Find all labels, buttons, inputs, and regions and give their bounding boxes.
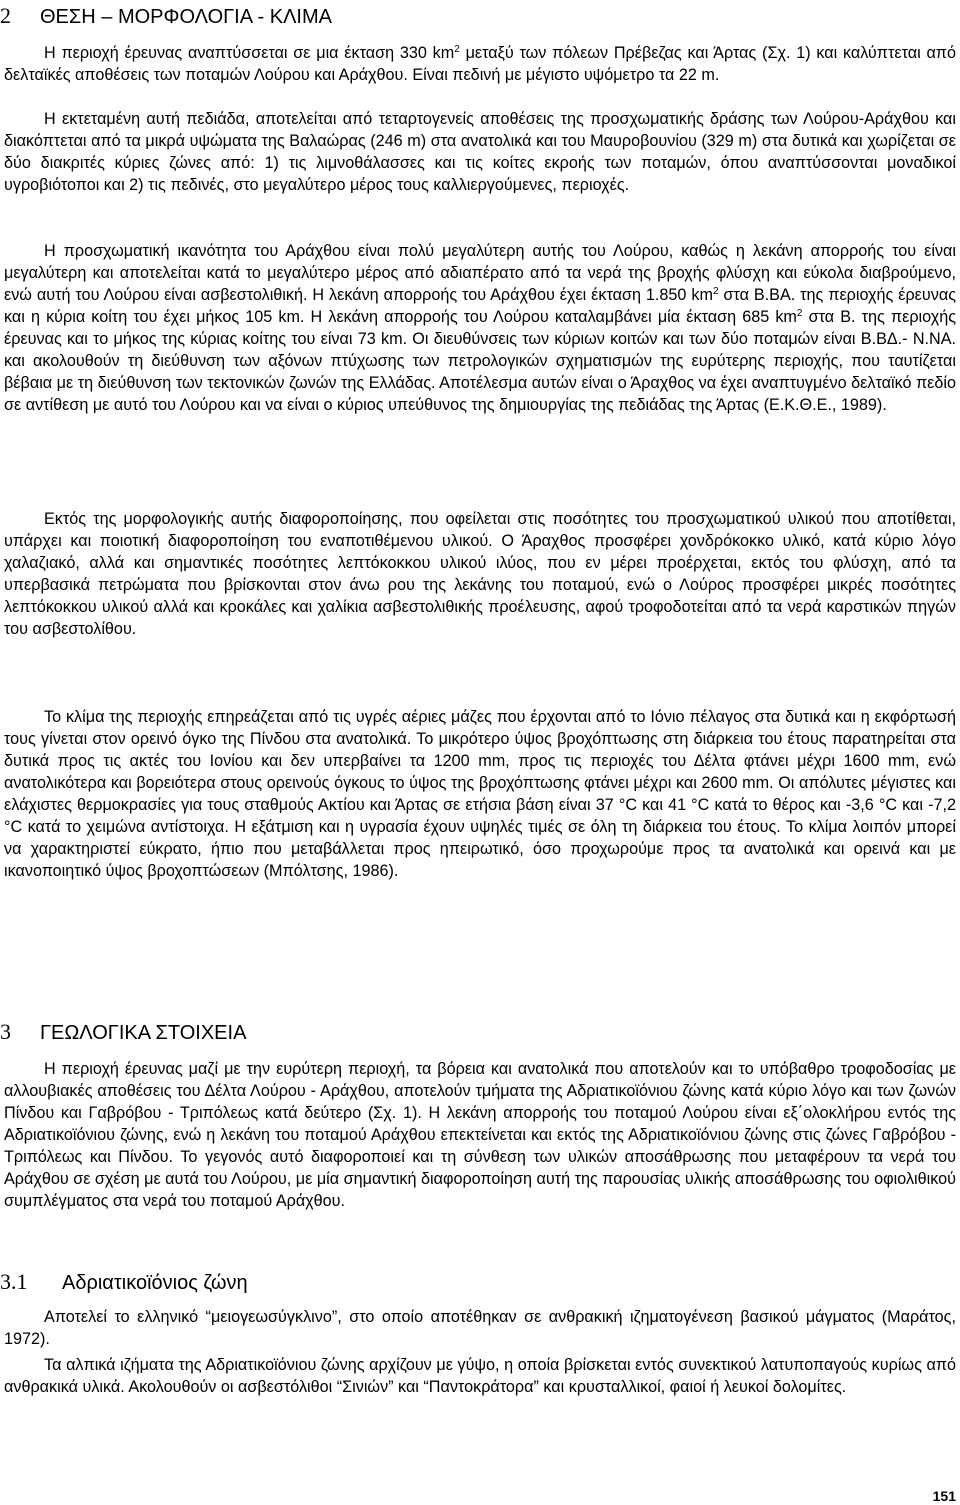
section-title: ΘΕΣΗ – ΜΟΡΦΟΛΟΓΙΑ - ΚΛΙΜΑ — [40, 6, 332, 28]
paragraph: Εκτός της μορφολογικής αυτής διαφοροποίησης, που οφείλεται στις ποσότητες του προσχωματικού υλικού που αποτίθεται, υπάρχει και ποιοτική διαφοροποίηση του εναποτιθέμενου υλικού. Ο Άραχθος προσφέρει χονδρόκοκκο υλικό, κατά κύριο λόγο χαλαζιακό, αλλά και σημαντικές ποσότητες λεπτόκοκκου υλικού ιλύος, που εν μέρει προέρχεται, εκτός του φλύσχη, από τα υπερβασικά πετρώματα που βρίσκονται στον άνω ρου της λεκάνης του ποταμού, ενώ ο Λούρος προσφέρει μικρές ποσότητες λεπτόκοκκου υλικού αλλά και κροκάλες και χαλίκια ασβεστολιθικής προέλευσης, αφού τροφοδοτείται από τα νερά καρστικών πηγών του ασβεστολίθου. — [4, 510, 956, 638]
section-2-heading — [0, 4, 332, 29]
paragraph: Η περιοχή έρευνας μαζί με την ευρύτερη περιοχή, τα βόρεια και ανατολικά που αποτελούν και το υπόβαθρο τροφοδοσίας με αλλουβιακές αποθέσεις του Δέλτα Λούρου - Αράχθου, αποτελούν τμήματα της Αδριατικοϊόνιου ζώνης κατά κύριο λόγο και των ζωνών Πίνδου και Γαβρόβου - Τριπόλεως κατά δεύτερο (Σχ. 1). Η λεκάνη απορροής του ποταμού Λούρου είναι εξ΄ολοκλήρου εντός της Αδριατικοϊόνιου ζώνης, ενώ η λεκάνη του ποταμού Αράχθου επεκτείνεται και εκτός της Αδριατικοϊόνιου ζώνης στις ζώνες Γαβρόβου - Τριπόλεως και Πίνδου. Το γεγονός αυτό διαφοροποιεί και τη σύνθεση των υλικών αποσάθρωσης που μεταφέρουν τα νερά του Αράχθου σε σχέση με αυτά του Λούρου, με μία σημαντική διαφοροποίηση αυτή της παρουσίας υλικής αποσάθρωσης του οφιολιθικού συμπλέγματος στα νερά του ποταμού Αράχθου. — [4, 1060, 956, 1210]
section-title: ΓΕΩΛΟΓΙΚΑ ΣΤΟΙΧΕΙΑ — [40, 1022, 247, 1044]
paragraph: Η εκτεταμένη αυτή πεδιάδα, αποτελείται από τεταρτογενείς αποθέσεις της προσχωματικής δράσης των Λούρου-Αράχθου και διακόπτεται από τα μικρά υψώματα της Βαλαώρας (246 m) στα ανατολικά και του Μαυροβουνίου (329 m) στα δυτικά και χωρίζεται σε δύο διακριτές κύριες ζώνες από: 1) τις λιμνοθάλασσες και τις κοίτες εκροής των ποταμών, όπου αναπτύσσονται μοναδικοί υγροβιότοποι και 2) τις πεδινές, στο μεγαλύτερο μέρος τους καλλιεργούμενες, περιοχές. — [4, 110, 956, 194]
section-number: 3.1 — [0, 1269, 28, 1294]
section-3-1-heading — [0, 1270, 248, 1295]
section-number: 2 — [0, 3, 11, 28]
paragraph: Το κλίμα της περιοχής επηρεάζεται από τις υγρές αέριες μάζες που έρχονται από το Ιόνιο πέλαγος στα δυτικά και η εκφόρτωσή τους γίνεται στον ορεινό όγκο της Πίνδου στα ανατολικά. Το μικρότερο ύψος βροχόπτωσης στη διάρκεια του έτους παρατηρείται στα δυτικά προς τις ακτές του Ιονίου και δεν υπερβαίνει τα 1200 mm, προς τις περιοχές του Δέλτα φτάνει μέχρι 1600 mm, ενώ ανατολικότερα και βορειότερα στους ορεινούς όγκους το ύψος της βροχόπτωσης φτάνει μέχρι και 2600 mm. Οι απόλυτες μέγιστες και ελάχιστες θερμοκρασίες για τους σταθμούς Ακτίου και Άρτας σε ετήσια βάση είναι 37 °C και 41 °C κατά το θέρος και -3,6 °C και -7,2 °C κατά το χειμώνα αντίστοιχα. Η εξάτμιση και η υγρασία έχουν υψηλές τιμές σε όλη τη διάρκεια του έτους. Το κλίμα λοιπόν μπορεί να χαρακτηριστεί εύκρατο, ήπιο που μεταβάλλεται προς ηπειρωτικό, όσο προχωρούμε προς τα ανατολικά και ορεινά και με ικανοποιητικό ύψος βροχοπτώσεων (Μπόλτσης, 1986). — [4, 708, 956, 880]
paragraph: Αποτελεί το ελληνικό “μειογεωσύγκλινο”, στο οποίο αποτέθηκαν σε ανθρακική ιζηματογένεση βασικού μάγματος (Μαράτος, 1972). — [4, 1308, 956, 1348]
page-number: 151 — [932, 1488, 956, 1504]
section-title: Αδριατικοϊόνιος ζώνη — [62, 1272, 248, 1294]
paragraph: Η περιοχή έρευνας αναπτύσσεται σε μια έκταση 330 $km^2$ μεταξύ των πόλεων Πρέβεζας και Άρτας (Σχ. 1) και καλύπτεται από δελταϊκές αποθέσεις των ποταμών Λούρου και Αράχθου. Είναι πεδινή με μέγιστο υψόμετρο τα 22 m. — [4, 44, 956, 84]
section-3-heading — [0, 1020, 246, 1045]
paragraph: Η προσχωματική ικανότητα του Αράχθου είναι πολύ μεγαλύτερη αυτής του Λούρου, καθώς η λεκάνη απορροής του είναι μεγαλύτερη και αποτελείται κατά το μεγαλύτερο μέρος από αδιαπέρατο από τα νερά της βροχής φλύσχη και εύκολα διαβρούμενο, ενώ αυτή του Λούρου είναι ασβεστολιθική. Η λεκάνη απορροής του Αράχθου έχει έκταση 1.850 $km^2$ στα Β.ΒΑ. της περιοχής έρευνας και η κύρια κοίτη του έχει μήκος 105 km. Η λεκάνη απορροής του Λούρου καταλαμβάνει μία έκταση 685 $km^2$ στα Β. της περιοχής έρευνας και το μήκος της κύριας κοίτης του είναι 73 km. Οι διευθύνσεις των κύριων κοιτών και των δύο ποταμών είναι Β.ΒΔ.- Ν.ΝΑ. και ακολουθούν τη διεύθυνση των αξόνων πτύχωσης των πετρολογικών σχηματισμών της ευρύτερης περιοχής, που ταυτίζεται βέβαια με τη διεύθυνση των τεκτονικών ζωνών της Ελλάδας. Αποτέλεσμα αυτών είναι ο Άραχθος να έχει αναπτυγμένο δελταϊκό πεδίο σε αντίθεση με αυτό του Λούρου και να είναι ο κύριος υπεύθυνος της δημιουργίας της πεδιάδας της Άρτας (Ε.Κ.Θ.Ε., 1989). — [4, 242, 957, 414]
section-number: 3 — [0, 1019, 11, 1044]
paragraph: Τα αλπικά ιζήματα της Αδριατικοϊόνιου ζώνης αρχίζουν με γύψο, η οποία βρίσκεται εντός συνεκτικού λατυποπαγούς κυρίως από ανθρακικά υλικά. Ακολουθούν οι ασβεστόλιθοι “Σινιών” και “Παντοκράτορα” και κρυσταλλικοί, φαιοί ή λευκοί δολομίτες. — [4, 1356, 956, 1396]
